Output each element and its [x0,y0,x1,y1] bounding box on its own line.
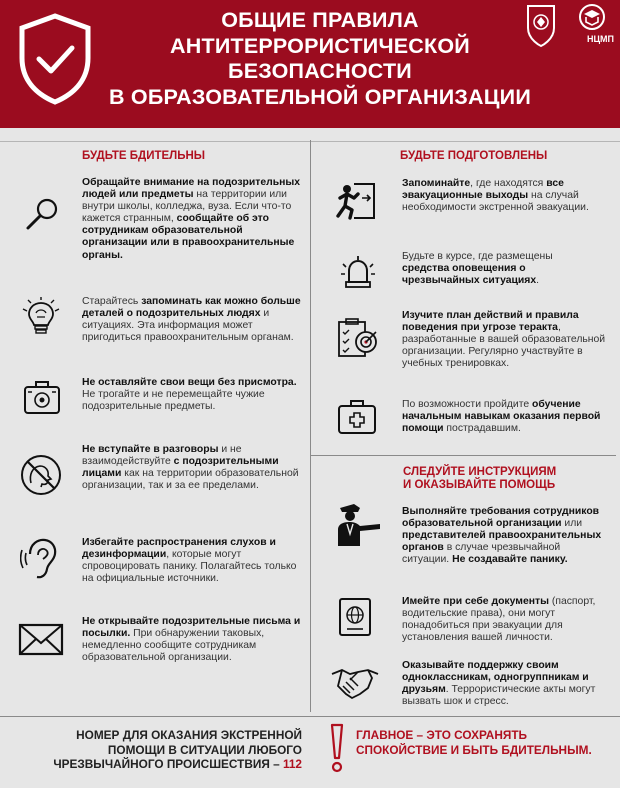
item-text-part: Будьте в курсе, где размещены [402,251,553,262]
title-line: ОБЩИЕ ПРАВИЛА [221,8,419,32]
alarm-bell-icon [340,254,376,292]
item-text-part: , где находятся [470,178,547,189]
suitcase-icon [22,378,62,418]
title-line: БЕЗОПАСНОСТИ [228,59,412,83]
main-advice: ГЛАВНОЕ – ЭТО СОХРАНЯТЬ СПОКОЙСТВИЕ И БЫТЬ БДИТЕЛЬНЫМ. [356,728,592,757]
nicmp-logo-icon [580,5,604,29]
emblem-logo-icon [528,6,554,46]
emergency-number: 112 [282,757,302,771]
magnifier-icon [22,196,62,232]
title-line: В ОБРАЗОВАТЕЛЬНОЙ ОРГАНИЗАЦИИ [109,84,531,109]
exclamation-icon [326,722,348,774]
column-divider [310,140,311,712]
emergency-number-note [30,728,302,772]
ear-icon [20,536,62,582]
item-text [402,178,602,214]
page-title [100,8,540,110]
divider [311,455,616,456]
item-text-bold: Обращайте внимание на подозрительных людей или предметы [82,177,301,201]
item-text [82,177,302,262]
item-text-bold: Не открывайте подозрительные письма и посылки. [82,616,301,640]
item-text [402,310,607,370]
first-aid-kit-icon [336,398,378,436]
plan-target-icon [336,316,378,360]
logo-label: НЦМП [586,34,614,44]
item-text-bold: сообщайте об это сотрудникам образовательной организации или в правоохранительные органы. [82,213,295,261]
logos [522,2,614,52]
item-text-part: или [561,518,583,530]
lightbulb-brain-icon [20,297,62,337]
item-text-part: , которые могут спровоцировать панику. Полагайтесь только на официальные источники. [82,549,297,585]
divider [0,716,620,717]
item-text [82,537,302,585]
item-text-bold: Избегайте распространения слухов и дезинформации [82,537,276,561]
item-text [402,506,607,566]
item-text-part: . Террористические акты могут вызвать шок и стресс. [402,684,596,708]
item-text-bold: Не создавайте панику. [452,554,568,566]
item-text-part: как на территории образовательной организации, так и за ее пределами. [82,468,299,492]
item-text-part: в случае чрезвычайной ситуации. [402,542,561,566]
item-text-bold: запоминать как можно больше деталей о подозрительных людях [82,296,301,320]
item-text [402,660,607,708]
section-title-vigilant: БУДЬТЕ БДИТЕЛЬНЫ [82,150,206,162]
section-title-line: И ОКАЗЫВАЙТЕ ПОМОЩЬ [403,479,556,491]
item-text-bold: Не вступайте в разговоры [82,444,219,455]
handshake-icon [330,664,380,702]
section-title-line: СЛЕДУЙТЕ ИНСТРУКЦИЯМ [403,466,557,478]
item-text [402,251,602,287]
item-text-bold: средства оповещения о чрезвычайных ситуациях [402,263,537,287]
item-text [402,399,602,435]
item-text-part: Старайтесь [82,296,142,307]
no-speaking-icon [19,453,63,497]
item-text-part: и не взаимодействуйте [82,444,242,468]
item-text [82,444,302,492]
item-text-part: на случай необходимости экстренной эвакуации. [402,190,589,214]
item-text-bold: представителей правоохранительных органов [402,530,602,554]
item-text-bold: Изучите план действий и правила поведения при угрозе теракта [402,310,579,334]
section-title-prepared: БУДЬТЕ ПОДГОТОВЛЕНЫ [400,150,548,162]
item-text-part: . [536,275,540,287]
header-banner [0,0,620,128]
item-text [82,616,302,664]
emergency-note-text: НОМЕР ДЛЯ ОКАЗАНИЯ ЭКСТРЕННОЙ ПОМОЩИ В СИТУАЦИИ ЛЮБОГО ЧРЕЗВЫЧАЙНОГО ПРОИСШЕСТВИЯ – [53,728,302,771]
section-title-instructions [403,466,556,492]
item-text-part: и ситуациях. Эта информация может пригодиться правоохранительным органам. [82,308,294,344]
item-text-bold: Оказывайте поддержку своим одноклассникам, одногруппникам и друзьям [402,660,589,696]
item-text [82,296,302,344]
item-text-bold: Имейте при себе документы [402,596,549,607]
shield-check-icon [16,12,94,106]
item-text-bold: все эвакуационные выходы [402,178,564,202]
item-text-part: При обнаружении таковых, немедленно сообщите сотрудникам образовательной организации. [82,628,265,664]
title-line: АНТИТЕРРОРИСТИЧЕСКОЙ [170,33,470,58]
item-text-bold: Запоминайте [402,178,471,189]
item-text-part: По возможности пройдите [402,399,533,410]
item-text-bold: обучение начальным навыкам оказания первой помощи [402,399,601,435]
item-text-part: (паспорт, водительские права), они могут понадобиться при эвакуации для установления вашей личности. [402,596,596,644]
item-text [402,596,607,644]
item-text-bold: с подозрительными лицами [82,456,279,480]
item-text-part: на территории или внутри школы, колледжа, вуза. Если что-то кажется странным, [82,189,292,225]
police-officer-icon [330,500,386,548]
emergency-exit-icon [332,180,378,220]
item-text-bold: Выполняйте требования сотрудников образовательной организации [402,506,600,530]
item-text-bold: Не оставляйте свои вещи без присмотра. [82,377,297,388]
item-text-part: Не трогайте и не перемещайте чужие подозрительные предметы. [82,389,265,413]
item-text-part: пострадавшим. [443,423,521,435]
item-text-part: , разработанные в вашей образовательной организации. Регулярно участвуйте в учебных тренировках. [402,322,606,370]
envelope-icon [18,621,64,657]
passport-icon [336,596,374,638]
item-text [82,377,302,413]
